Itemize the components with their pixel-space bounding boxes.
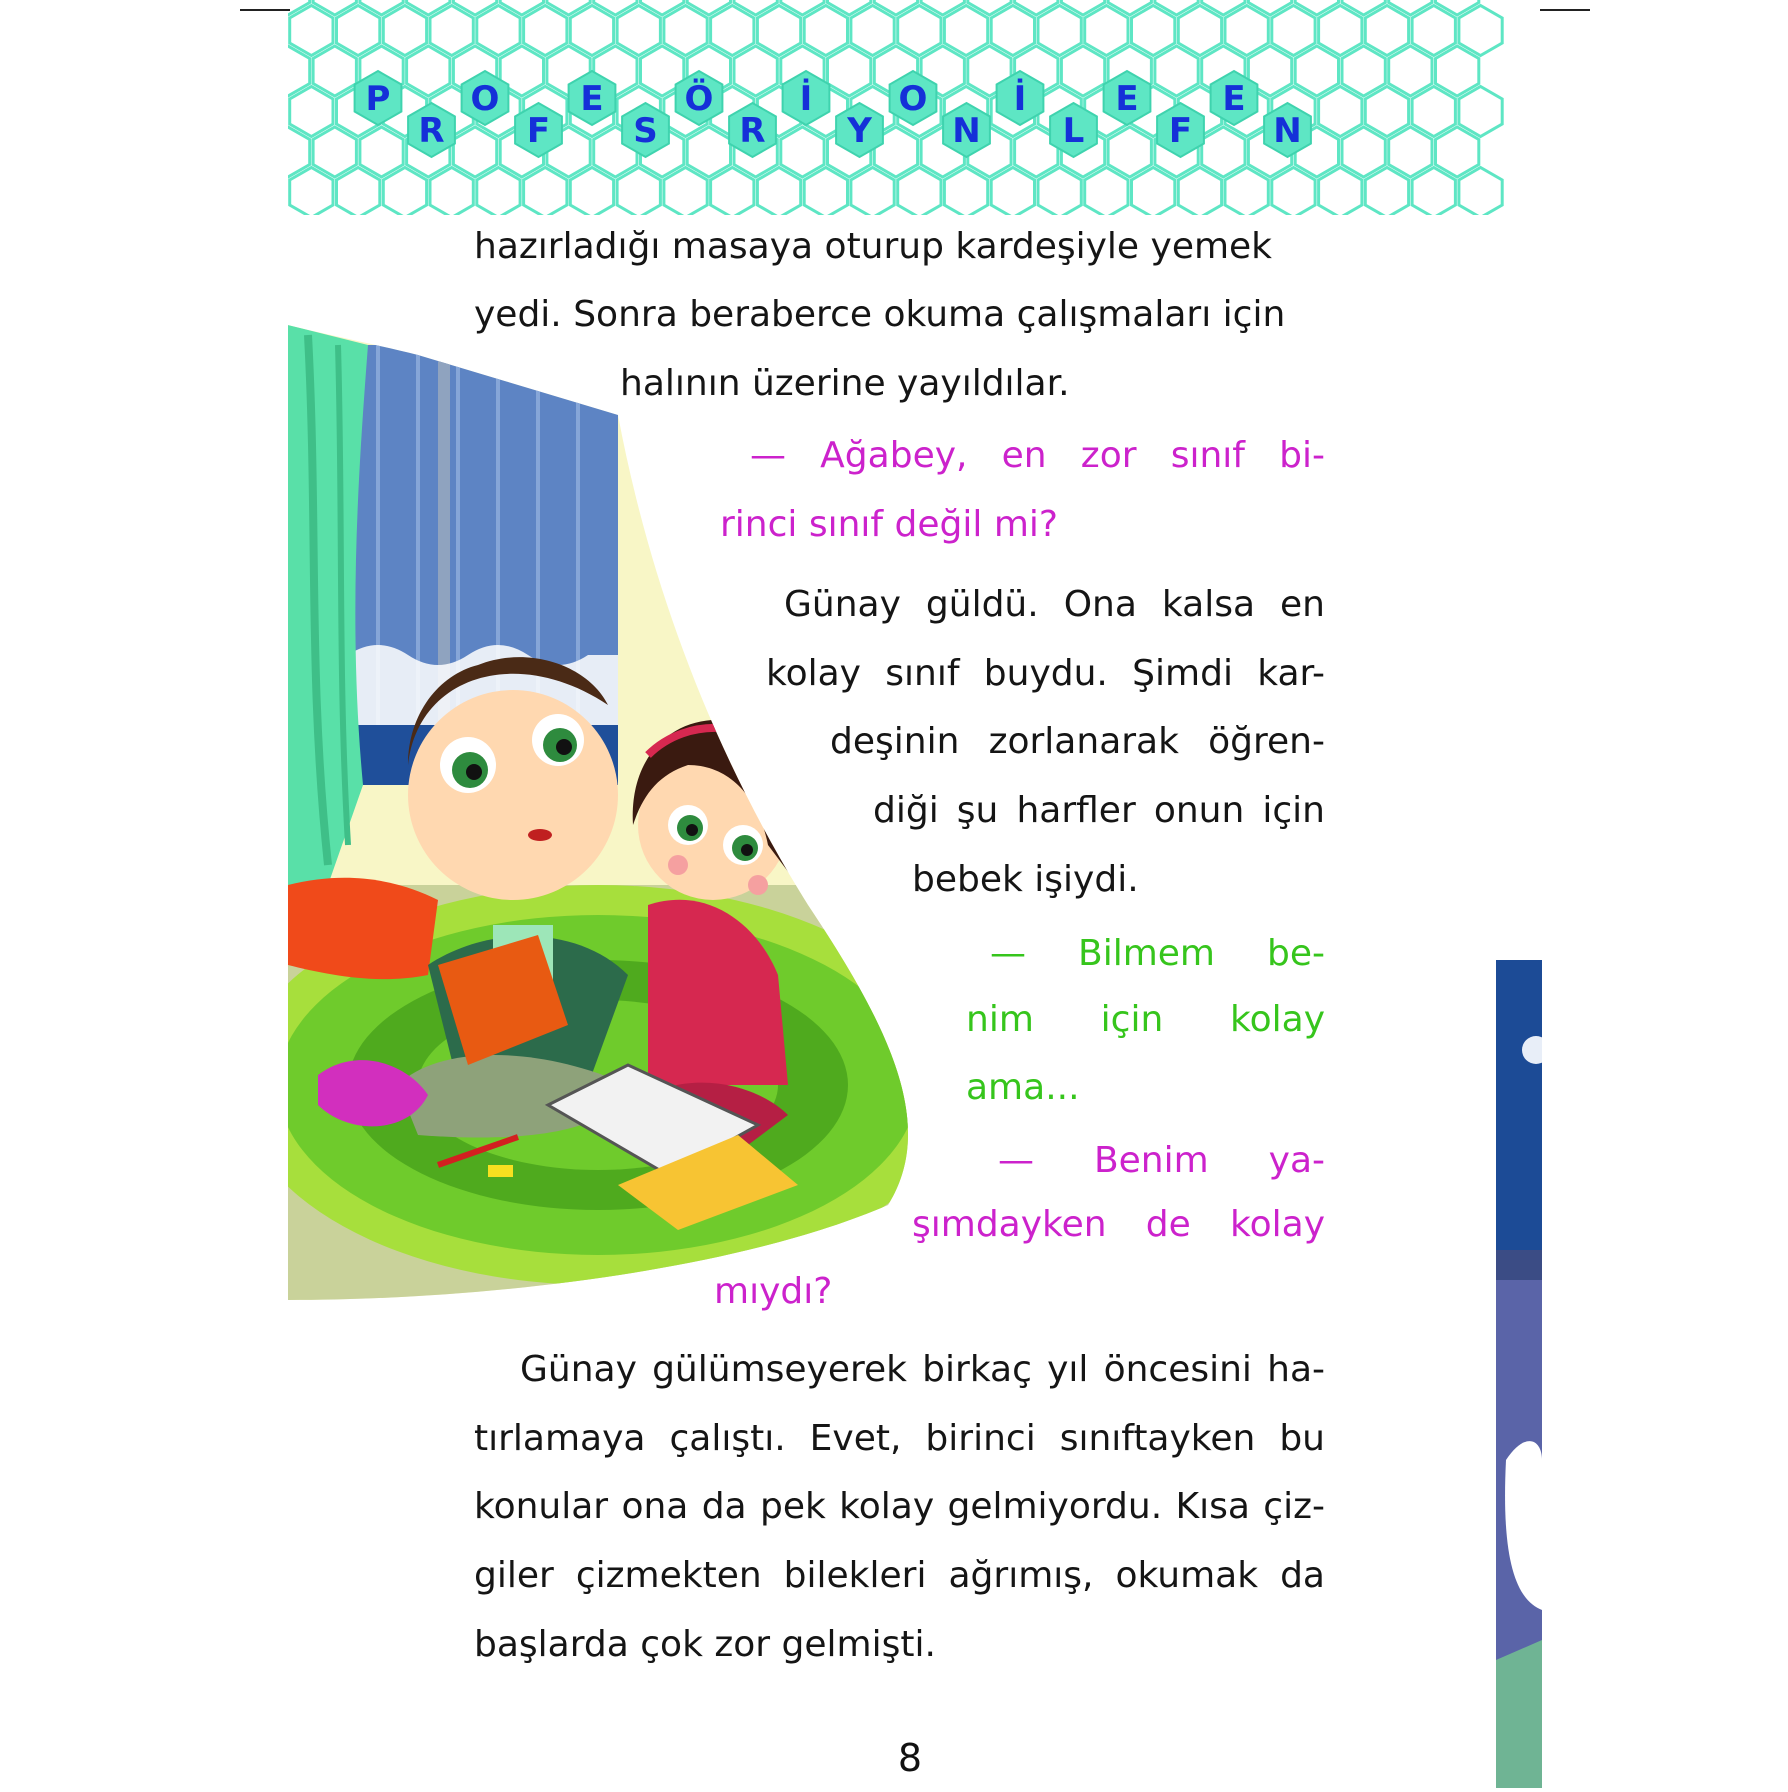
hexagon-outline	[1319, 168, 1362, 216]
paragraph-line: başlarda çok zor gelmişti.	[474, 1624, 936, 1665]
hexagon-outline	[711, 6, 754, 56]
hexagon-outline	[1436, 127, 1479, 177]
hexagon-outline	[711, 168, 754, 216]
hexagon-outline	[313, 0, 356, 15]
dialogue-line-answer: — Bilmem be-	[990, 933, 1325, 974]
svg-text:E: E	[1222, 79, 1246, 119]
dialogue-line-answer: nim için kolay	[966, 999, 1325, 1040]
hexagon-outline	[828, 0, 871, 15]
svg-text:İ: İ	[799, 79, 813, 119]
hexagon-outline	[874, 0, 917, 15]
svg-text:S: S	[633, 111, 658, 151]
hexagon-outline	[500, 0, 543, 15]
hexagon-outline	[781, 127, 824, 177]
hexagon-outline	[1038, 6, 1081, 56]
hexagon-outline	[407, 46, 450, 96]
hexagon-outline	[290, 168, 333, 216]
hexagon-outline	[524, 168, 567, 216]
hexagon-outline	[828, 46, 871, 96]
hexagon-outline	[1108, 0, 1151, 15]
svg-text:O: O	[470, 79, 500, 119]
paragraph-line: giler çizmekten bilekleri ağrımış, okumak da	[474, 1555, 1325, 1596]
svg-text:R: R	[739, 111, 766, 151]
hexagon-outline	[781, 0, 824, 15]
hexagon-outline	[1015, 0, 1058, 15]
hexagon-outline	[664, 6, 707, 56]
hexagon-outline	[1365, 168, 1408, 216]
dialogue-line-answer: ama...	[966, 1067, 1080, 1108]
hexagon-outline	[898, 6, 941, 56]
hexagon-outline	[524, 6, 567, 56]
hexagon-outline	[1389, 127, 1432, 177]
title-letter	[943, 103, 990, 157]
dialogue-line-question: rinci sınıf değil mi?	[720, 504, 1059, 545]
paragraph-line: tırlamaya çalıştı. Evet, birinci sınıftayken bu	[474, 1418, 1325, 1459]
hexagon-outline	[290, 87, 333, 137]
svg-text:E: E	[1115, 79, 1139, 119]
hexagon-outline	[1272, 6, 1315, 56]
paragraph-line: diği şu harfler onun için	[873, 790, 1325, 831]
hexagon-outline	[477, 6, 520, 56]
hexagon-outline	[1459, 87, 1502, 137]
hexagon-outline	[1202, 127, 1245, 177]
dialogue-line-question: — Ağabey, en zor sınıf bi-	[750, 435, 1325, 476]
hexagon-outline	[1342, 127, 1385, 177]
hexagon-outline	[430, 6, 473, 56]
hexagon-outline	[851, 6, 894, 56]
hexagon-outline	[547, 0, 590, 15]
hexagon-outline	[1412, 6, 1455, 56]
title-letter	[408, 103, 455, 157]
hexagon-outline	[1459, 168, 1502, 216]
hexagon-outline	[1248, 0, 1291, 15]
dialogue-line-question: — Benim ya-	[998, 1140, 1325, 1181]
title-letter	[1211, 71, 1258, 125]
title-letter	[729, 103, 776, 157]
svg-text:Y: Y	[847, 111, 872, 151]
hexagon-outline	[1061, 0, 1104, 15]
hexagon-outline	[360, 0, 403, 15]
svg-text:N: N	[1273, 111, 1302, 151]
hexagon-outline	[1272, 168, 1315, 216]
hexagon-outline	[687, 0, 730, 15]
hexagon-outline	[1365, 6, 1408, 56]
svg-text:E: E	[580, 79, 604, 119]
hexagon-outline	[1155, 46, 1198, 96]
hexagon-outline	[617, 168, 660, 216]
hexagon-outline	[1295, 0, 1338, 15]
hexagon-outline	[594, 0, 637, 15]
dialogue-line-question: mıydı?	[714, 1271, 833, 1312]
svg-text:R: R	[418, 111, 445, 151]
hexagon-outline	[1085, 6, 1128, 56]
hexagon-outline	[1202, 0, 1245, 15]
hexagon-outline	[1225, 6, 1268, 56]
hexagon-outline	[804, 6, 847, 56]
svg-text:Ö: Ö	[684, 79, 714, 119]
svg-text:P: P	[365, 79, 391, 119]
paragraph-line: Günay güldü. Ona kalsa en	[784, 584, 1325, 625]
hexagon-outline	[337, 168, 380, 216]
hexagon-outline	[1295, 46, 1338, 96]
svg-text:L: L	[1062, 111, 1085, 151]
title-letter	[783, 71, 830, 125]
hexagon-outline	[1436, 0, 1479, 15]
hexagon-outline	[898, 168, 941, 216]
hexagon-outline	[1132, 168, 1175, 216]
header-banner	[288, 0, 1542, 215]
hexagon-outline	[1178, 6, 1221, 56]
hexagon-outline	[290, 6, 333, 56]
hexagon-outline	[687, 127, 730, 177]
paragraph-line: Günay gülümseyerek birkaç yıl öncesini ha-	[520, 1349, 1325, 1390]
hexagon-outline	[337, 6, 380, 56]
hexagon-outline	[453, 0, 496, 15]
hexagon-outline	[1342, 46, 1385, 96]
paragraph-line: kolay sınıf buydu. Şimdi kar-	[766, 653, 1325, 694]
hexagon-outline	[1085, 168, 1128, 216]
hexagon-outline	[383, 6, 426, 56]
hexagon-outline	[944, 168, 987, 216]
crop-mark-right	[1540, 9, 1590, 11]
hexagon-outline	[991, 6, 1034, 56]
paragraph-line: deşinin zorlanarak öğren-	[830, 721, 1325, 762]
title-letter	[1104, 71, 1151, 125]
hexagon-outline	[313, 127, 356, 177]
hexagon-outline	[1389, 46, 1432, 96]
adjacent-page-edge	[1496, 960, 1542, 1788]
hexagon-outline	[1436, 46, 1479, 96]
hexagon-outline	[407, 0, 450, 15]
title-letter	[836, 103, 883, 157]
hexagon-outline	[1132, 6, 1175, 56]
hexagon-outline	[968, 0, 1011, 15]
hexagon-outline	[1225, 168, 1268, 216]
hexagon-outline	[921, 0, 964, 15]
hexagon-outline	[734, 46, 777, 96]
hexagon-outline	[1061, 46, 1104, 96]
hexagon-outline	[851, 168, 894, 216]
hexagon-outline	[804, 168, 847, 216]
page-number: 8	[897, 1736, 923, 1780]
hexagon-outline	[1412, 87, 1455, 137]
hexagon-outline	[1342, 0, 1385, 15]
svg-text:O: O	[898, 79, 928, 119]
hexagon-outline	[617, 6, 660, 56]
hexagon-outline	[383, 168, 426, 216]
svg-text:F: F	[526, 111, 551, 151]
hexagon-outline	[1319, 6, 1362, 56]
hexagon-outline	[313, 46, 356, 96]
hexagon-outline	[1178, 168, 1221, 216]
hexagon-outline	[991, 168, 1034, 216]
hexagon-outline	[944, 6, 987, 56]
hexagon-outline	[360, 127, 403, 177]
paragraph-line: konular ona da pek kolay gelmiyordu. Kısa çiz-	[474, 1486, 1325, 1527]
paragraph-line: hazırladığı masaya oturup kardeşiyle yemek	[474, 226, 1273, 267]
hexagon-outline	[734, 0, 777, 15]
title-letter	[569, 71, 616, 125]
hexagon-outline	[1365, 87, 1408, 137]
hexagon-outline	[641, 0, 684, 15]
paragraph-line: yedi. Sonra beraberce okuma çalışmaları için	[474, 294, 1286, 335]
svg-text:İ: İ	[1013, 79, 1027, 119]
hexagon-outline	[1319, 87, 1362, 137]
hexagon-outline	[1108, 127, 1151, 177]
hexagon-pattern	[288, 0, 1542, 215]
hexagon-outline	[477, 168, 520, 216]
crop-mark-left	[240, 9, 290, 11]
hexagon-outline	[1038, 168, 1081, 216]
hexagon-outline	[570, 6, 613, 56]
svg-text:F: F	[1168, 111, 1193, 151]
paragraph-line: halının üzerine yayıldılar.	[620, 363, 1070, 404]
hexagon-outline	[570, 168, 613, 216]
dialogue-line-question: şımdayken de kolay	[912, 1204, 1325, 1245]
hexagon-outline	[430, 168, 473, 216]
cushion	[288, 878, 438, 979]
hexagon-outline	[757, 168, 800, 216]
hexagon-outline	[1155, 0, 1198, 15]
hexagon-outline	[1459, 6, 1502, 56]
hexagon-outline	[757, 6, 800, 56]
paragraph-line: bebek işiydi.	[912, 859, 1139, 900]
title-letter	[355, 71, 402, 125]
title-letter	[997, 71, 1044, 125]
hexagon-outline	[664, 168, 707, 216]
hexagon-outline	[453, 127, 496, 177]
hexagon-outline	[1412, 168, 1455, 216]
svg-text:N: N	[952, 111, 981, 151]
hexagon-outline	[1389, 0, 1432, 15]
